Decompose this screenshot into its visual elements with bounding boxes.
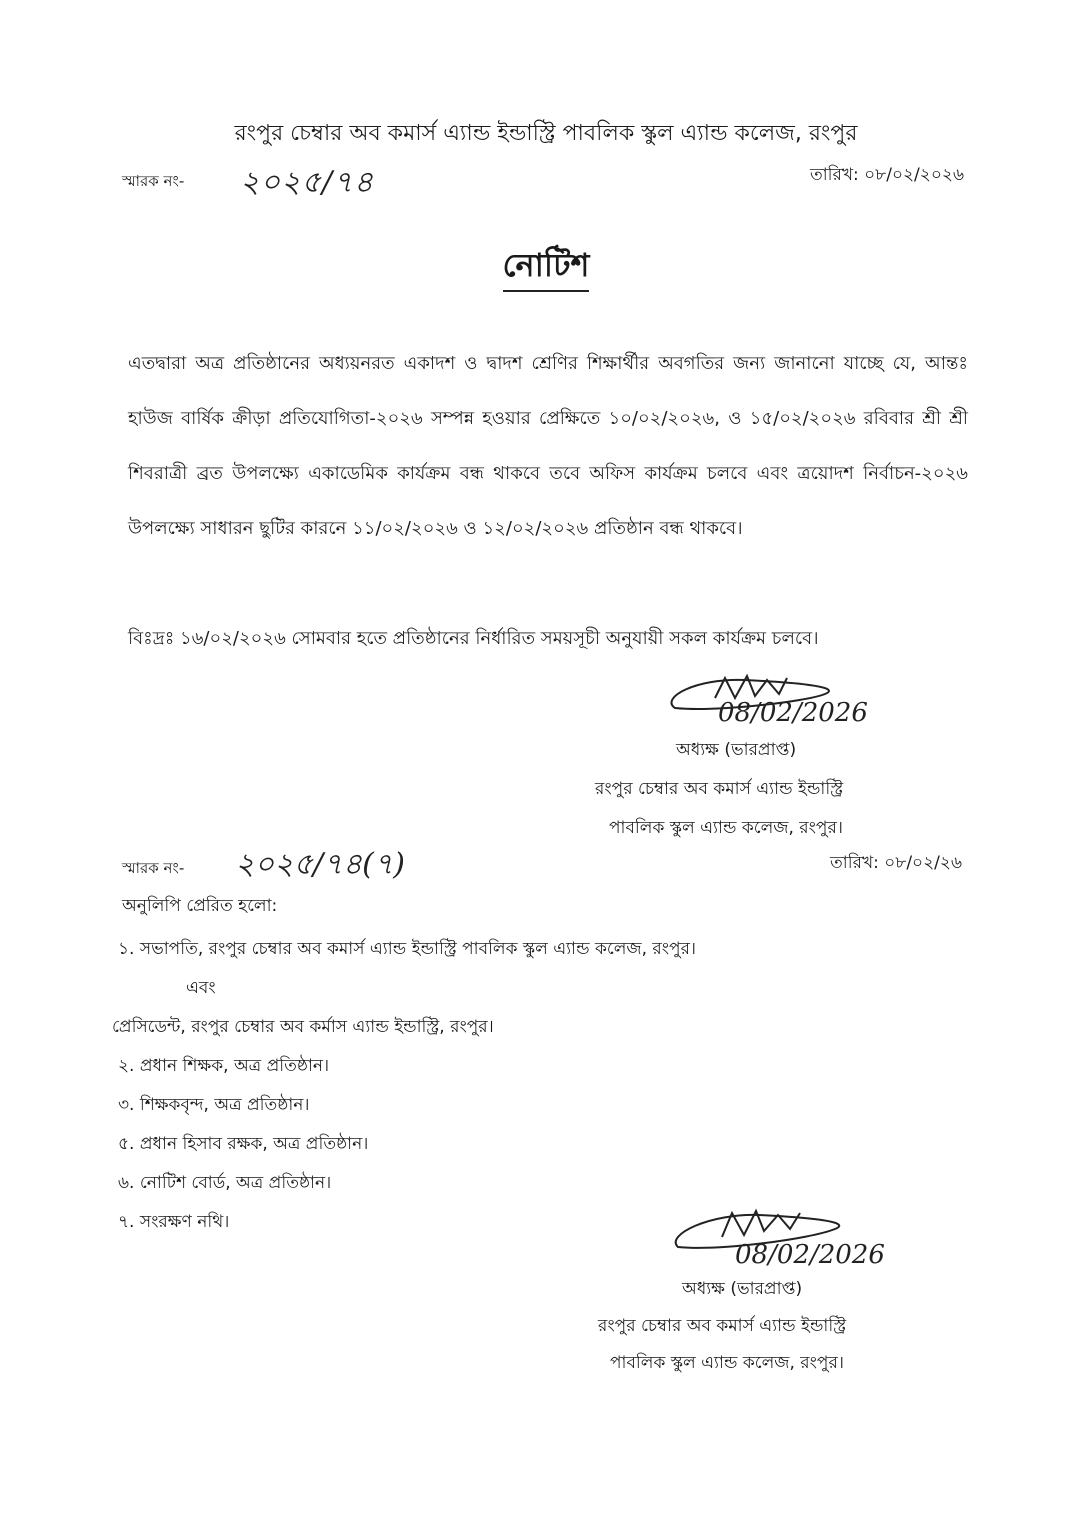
- copy-recipient-item: ৬. নোটিশ বোর্ড, অত্র প্রতিষ্ঠান।: [118, 1173, 332, 1193]
- notice-title-text: নোটিশ: [503, 246, 590, 292]
- copy-recipient-item: ১. সভাপতি, রংপুর চেম্বার অব কমার্স এ্যান্ড ইন্ডাস্ট্রি পাবলিক স্কুল এ্যান্ড কলেজ, রংপুর।: [118, 939, 697, 959]
- copy-recipient-item: ২. প্রধান শিক্ষক, অত্র প্রতিষ্ঠান।: [118, 1056, 330, 1076]
- signature-2-date: 08/02/2026: [735, 1240, 885, 1270]
- signature-2-org-line2: পাবলিক স্কুল এ্যান্ড কলেজ, রংপুর।: [610, 1353, 844, 1373]
- signature-2-org-line1: রংপুর চেম্বার অব কমার্স এ্যান্ড ইন্ডাস্ট্রি: [598, 1316, 847, 1336]
- copy-recipient-item: প্রেসিডেন্ট, রংপুর চেম্বার অব কর্মাস এ্যান্ড ইন্ডাস্ট্রি, রংপুর।: [112, 1017, 494, 1037]
- notice-body: এতদ্বারা অত্র প্রতিষ্ঠানের অধ্যয়নরত একাদশ ও দ্বাদশ শ্রেণির শিক্ষার্থীর অবগতির জন্য জানানো যাচ্ছে যে, আন্তঃ হাউজ বার্ষিক ক্রীড়া প্রতিযোগিতা-২০২৬ সম্পন্ন হওয়ার প্রেক্ষিতে ১০/০২/২০২৬, ও ১৫/০২/২০২৬ রবিবার শ্রী শ্রী শিবরাত্রী ব্রত উপলক্ষ্যে একাডেমিক কার্যক্রম বন্ধ থাকবে তবে অফিস কার্যক্রম চলবে এবং ত্রয়োদশ নির্বাচন-২০২৬ উপলক্ষ্যে সাধারন ছুটির কারনে ১১/০২/২০২৬ ও ১২/০২/২০২৬ প্রতিষ্ঠান বন্ধ থাকবে।: [128, 353, 968, 539]
- copy-date: তারিখ: ০৮/০২/২৬: [830, 853, 962, 873]
- signature-2-role: অধ্যক্ষ (ভারপ্রাপ্ত): [682, 1279, 803, 1299]
- signature-1-org-line1: রংপুর চেম্বার অব কমার্স এ্যান্ড ইন্ডাস্ট্রি: [595, 779, 844, 799]
- notice-title: [0, 240, 1092, 294]
- issue-date: তারিখ: ০৮/০২/২০২৬: [809, 165, 964, 185]
- copy-recipient-connector: এবং: [186, 978, 216, 998]
- copy-recipient-item: ৩. শিক্ষকবৃন্দ, অত্র প্রতিষ্ঠান।: [118, 1095, 310, 1115]
- copy-memo-label: স্মারক নং-: [122, 859, 185, 877]
- copy-recipients-list: [112, 938, 697, 1250]
- signature-1-org-line2: পাবলিক স্কুল এ্যান্ড কলেজ, রংপুর।: [609, 818, 843, 838]
- copy-memo-number-handwritten: ২০২৫/৭৪(৭): [235, 847, 405, 882]
- signature-1-role: অধ্যক্ষ (ভারপ্রাপ্ত): [676, 740, 797, 760]
- copy-recipients-title: অনুলিপি প্রেরিত হলো:: [122, 896, 278, 916]
- institution-header: রংপুর চেম্বার অব কমার্স এ্যান্ড ইন্ডাস্ট্রি পাবলিক স্কুল এ্যান্ড কলেজ, রংপুর: [234, 121, 858, 146]
- signature-1-date: 08/02/2026: [718, 698, 868, 728]
- copy-recipient-item: ৫. প্রধান হিসাব রক্ষক, অত্র প্রতিষ্ঠান।: [118, 1134, 369, 1154]
- memo-number-handwritten: ২০২৫/৭৪: [240, 165, 375, 200]
- memo-number-label: স্মারক নং-: [122, 172, 185, 190]
- copy-recipient-item: ৭. সংরক্ষণ নথি।: [118, 1212, 230, 1232]
- postscript: বিঃদ্রঃ ১৬/০২/২০২৬ সোমবার হতে প্রতিষ্ঠানের নির্ধারিত সময়সূচী অনুযায়ী সকল কার্যক্রম চলবে।: [128, 628, 819, 649]
